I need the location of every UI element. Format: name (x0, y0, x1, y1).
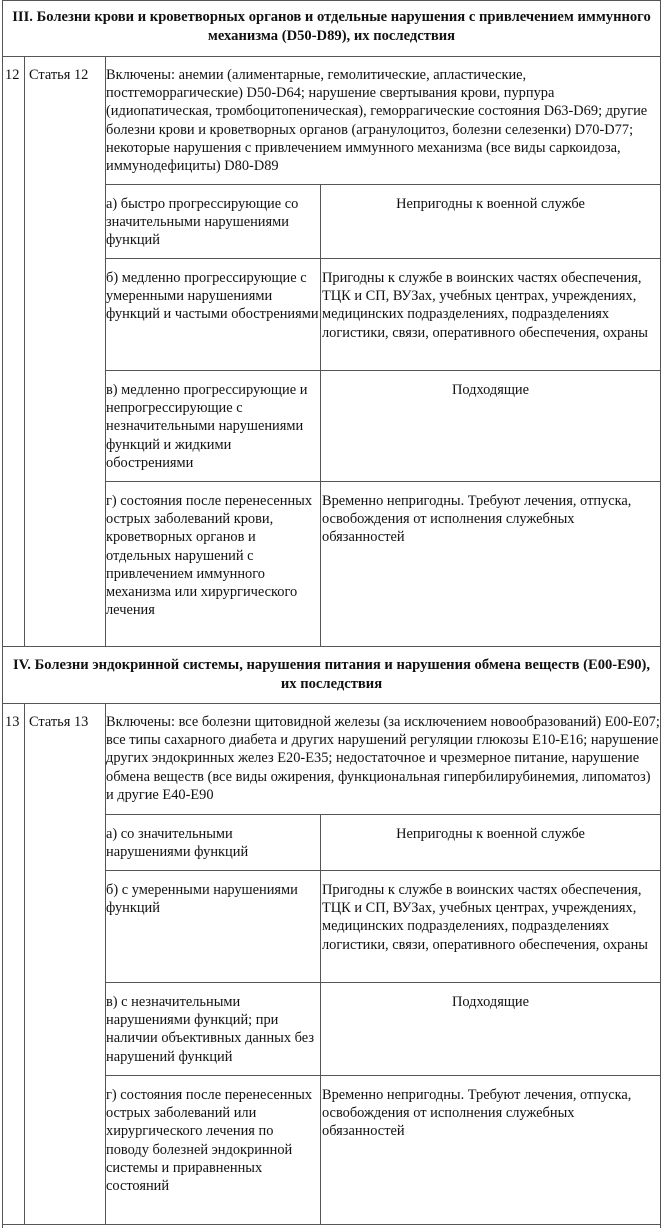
verdict-cell: Непригодны к военной службе (396, 826, 585, 842)
article-number: 13 (5, 714, 20, 730)
article-label: Статья 13 (29, 714, 89, 730)
condition-cell: г) состояния после перенесенных острых заболеваний или хирургического лечения по поводу болезней эндокринной системы и приравненных состояний (106, 1087, 313, 1195)
condition-cell: б) медленно прогрессирующие с умеренными нарушениями функций и частыми обострениями (106, 270, 319, 323)
condition-cell: в) с незначительными нарушениями функций; при наличии объективных данных без нарушений функций (106, 994, 315, 1065)
condition-cell: а) со значительными нарушениями функций (106, 826, 249, 861)
verdict-cell: Подходящие (451, 994, 530, 1010)
condition-cell: а) быстро прогрессирующие со значительными нарушениями функций (106, 196, 299, 249)
section-heading: III. Болезни крови и кроветворных органов и отдельные нарушения с привлечением иммунного механизма (D50-D89), их последствия (12, 9, 651, 44)
verdict-cell: Пригодны к службе в воинских частях обеспечения, ТЦК и СП, ВУЗах, учебных центрах, учреждениях, медицинских подразделениях, подразделениях логистики, связи, оперативного обеспечения, охраны (322, 270, 648, 341)
condition-cell: б) с умеренными нарушениями функций (106, 882, 298, 917)
verdict-cell: Временно непригодны. Требуют лечения, отпуска, освобождения от исполнения служебных обязанностей (322, 493, 632, 546)
article-number: 12 (5, 67, 20, 83)
verdict-cell: Непригодны к военной службе (396, 196, 585, 212)
verdict-cell: Подходящие (451, 382, 530, 398)
article-included-text: Включены: анемии (алиментарные, гемолитические, апластические, постгеморрагические) D50-D64; нарушение свертывания крови, пурпура (идиопатическая, тромбоцитопеническая), геморрагические состояния D63-D69; другие болезни крови и кроветворных органов (агранулоцитоз, болезни селезенки) D70-D77; некоторые нарушения с привлечением иммунного механизма (все виды саркоидоза, иммунодефициты) D80-D89 (106, 67, 648, 175)
section-heading: IV. Болезни эндокринной системы, нарушения питания и нарушения обмена веществ (E00-E90), их последствия (12, 657, 651, 692)
article-label: Статья 12 (29, 67, 89, 83)
condition-cell: в) медленно прогрессирующие и непрогрессирующие с незначительными нарушениями функций и жидкими обострениями (106, 382, 308, 471)
condition-cell: г) состояния после перенесенных острых заболеваний крови, кроветворных органов и отдельных нарушений с привлечением иммунного механизма или хирургического лечения (106, 493, 313, 619)
verdict-cell: Временно непригодны. Требуют лечения, отпуска, освобождения от исполнения служебных обязанностей (322, 1087, 632, 1140)
article-included-text: Включены: все болезни щитовидной железы (за исключением новообразований) E00-E07; все типы сахарного диабета и других нарушений регуляции глюкозы E10-E16; нарушение других эндокринных желез E20-E35; недостаточное и чрезмерное питание, нарушение обмена веществ (все виды ожирения, функциональная гипербилирубинемия, липоматоз) и другие E40-E90 (106, 714, 660, 803)
verdict-cell: Пригодны к службе в воинских частях обеспечения, ТЦК и СП, ВУЗах, учебных центрах, учреждениях, медицинских подразделениях, подразделениях логистики, связи, оперативного обеспечения, охраны (322, 882, 648, 953)
